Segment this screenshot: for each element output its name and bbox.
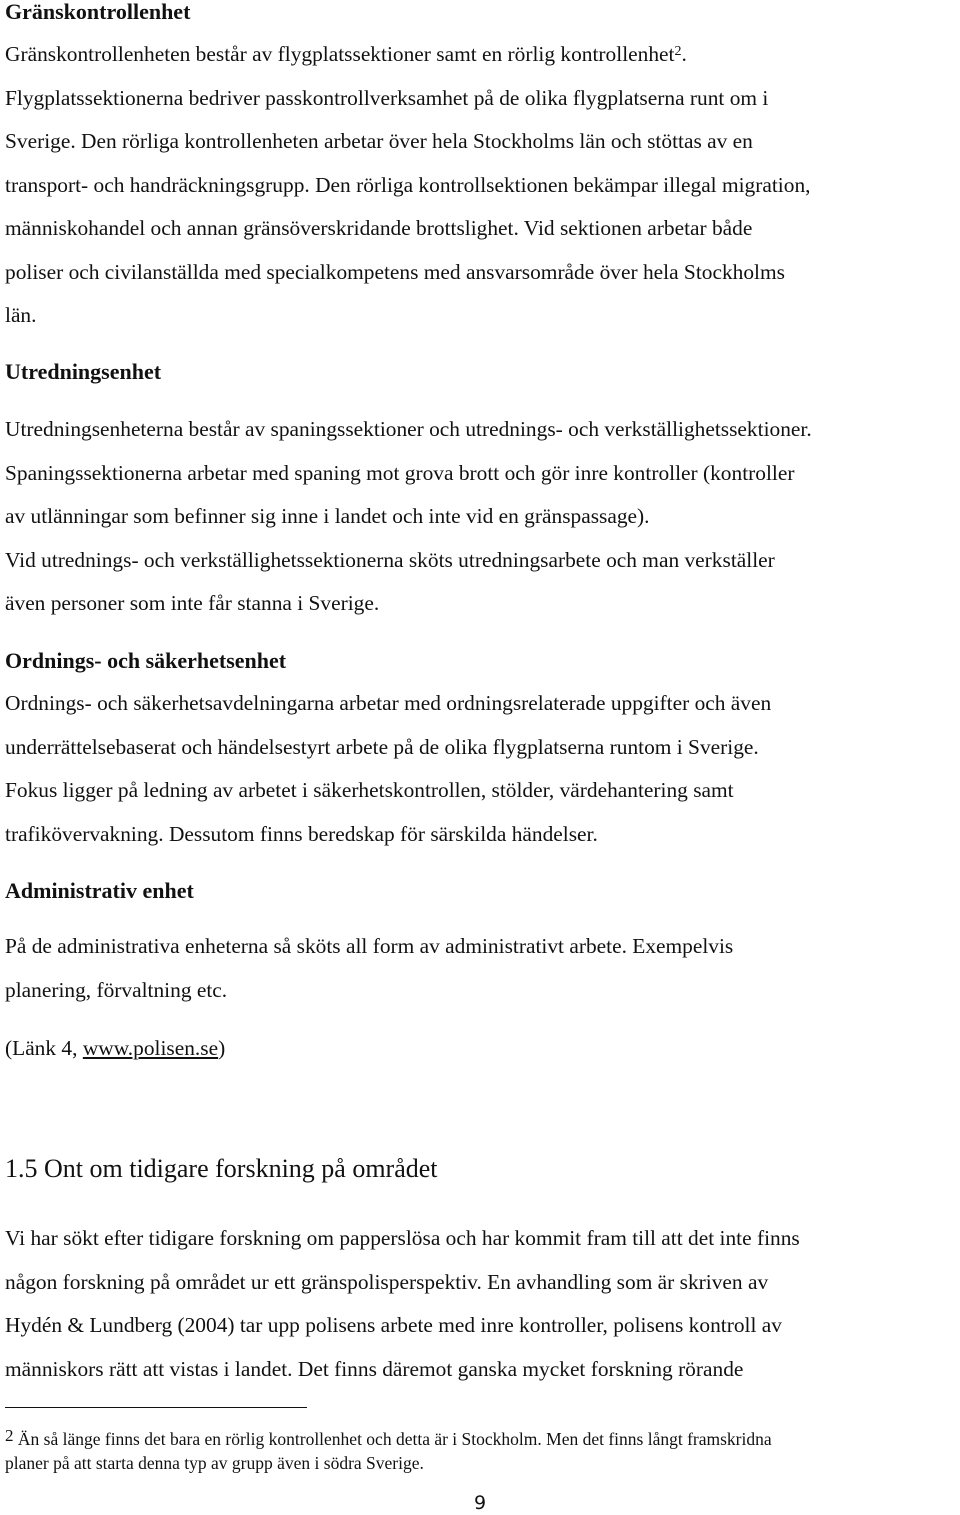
text-line: trafikövervakning. Dessutom finns beredskap för särskilda händelser. <box>5 821 598 846</box>
paragraph-granskontroll <box>5 33 811 338</box>
text-line: Vid utrednings- och verkställighetssektionerna sköts utredningsarbete och man verkställer <box>5 547 775 572</box>
section-tidigare-forskning <box>5 1153 438 1185</box>
reference-line: (Länk 4, www.polisen.se) <box>5 1036 226 1060</box>
section-utredning <box>5 358 161 386</box>
text-line: planering, förvaltning etc. <box>5 977 228 1002</box>
heading-administrativ-enhet: Administrativ enhet <box>5 878 194 903</box>
text-line: underrättelsebaserat och händelsestyrt arbete på de olika flygplatserna runtom i Sverige. <box>5 734 759 759</box>
footnote-line: planer på att starta denna typ av grupp även i södra Sverige. <box>5 1453 424 1473</box>
text-line: någon forskning på området ur ett gränspolisperspektiv. En avhandling som är skriven av <box>5 1269 769 1294</box>
heading-ordning-sakerhet: Ordnings- och säkerhetsenhet <box>5 648 287 673</box>
text-line: Hydén & Lundberg (2004) tar upp polisens arbete med inre kontroller, polisens kontroll av <box>5 1313 782 1337</box>
text-line: Fokus ligger på ledning av arbetet i säkerhetskontrollen, stölder, värdehantering samt <box>5 778 734 802</box>
section-ordning <box>5 647 286 675</box>
text-line: Vi har sökt efter tidigare forskning om papperslösa och har kommit fram till att det inte finns <box>5 1226 800 1250</box>
footnote <box>5 1424 953 1475</box>
footnote-rule <box>5 1407 307 1408</box>
text-line: transport- och handräckningsgrupp. Den rörliga kontrollsektionen bekämpar illegal migration, <box>5 172 811 197</box>
text-line: även personer som inte får stanna i Sverige. <box>5 591 380 615</box>
paragraph-tidigare <box>5 1217 800 1391</box>
text-line: av utlänningar som befinner sig inne i landet och inte vid en gränspassage). <box>5 504 650 528</box>
paragraph-utredning <box>5 408 812 626</box>
footnote-ref[interactable]: 2 <box>674 44 682 59</box>
text-line: Gränskontrollenheten består av flygplatssektioner samt en rörlig kontrollenhet$^2$. <box>5 42 687 66</box>
text-line: Spaningssektionerna arbetar med spaning mot grova brott och gör inre kontroller (kontroller <box>5 460 795 485</box>
heading-granskontrollenhet: Gränskontrollenhet <box>5 0 191 24</box>
text-line: människohandel och annan gränsöverskridande brottslighet. Vid sektionen arbetar både <box>5 216 753 240</box>
text-line: poliser och civilanställda med specialkompetens med ansvarsområde över hela Stockholms <box>5 259 785 284</box>
footnote-line: 2 Än så länge finns det bara en rörlig kontrollenhet och detta är i Stockholm. Men det finns långt framskridna <box>5 1426 772 1449</box>
text-line: Utredningsenheterna består av spaningssektioner och utrednings- och verkställighetssektioner. <box>5 417 812 441</box>
text-line: På de administrativa enheterna så sköts all form av administrativt arbete. Exempelvis <box>5 934 734 958</box>
paragraph-administrativ <box>5 925 733 1012</box>
polisen-link[interactable]: www.polisen.se <box>82 1036 219 1060</box>
section-granskontroll <box>5 0 190 26</box>
heading-utredningsenhet: Utredningsenhet <box>5 359 162 384</box>
section-title: 1.5 Ont om tidigare forskning på området <box>5 1154 438 1183</box>
footnote-number: 2 <box>5 1426 14 1445</box>
text-line: Sverige. Den rörliga kontrollenheten arbetar över hela Stockholms län och stöttas av en <box>5 129 753 153</box>
section-administrativ <box>5 877 194 905</box>
text-line: län. <box>5 303 37 327</box>
page-number: 9 <box>473 1492 487 1514</box>
text-line: Flygplatssektionerna bedriver passkontrollverksamhet på de olika flygplatserna runt om i <box>5 85 769 110</box>
paragraph-ordning <box>5 682 771 856</box>
text-line: människors rätt att vistas i landet. Det finns däremot ganska mycket forskning rörande <box>5 1356 744 1381</box>
text-line: Ordnings- och säkerhetsavdelningarna arbetar med ordningsrelaterade uppgifter och även <box>5 691 772 715</box>
